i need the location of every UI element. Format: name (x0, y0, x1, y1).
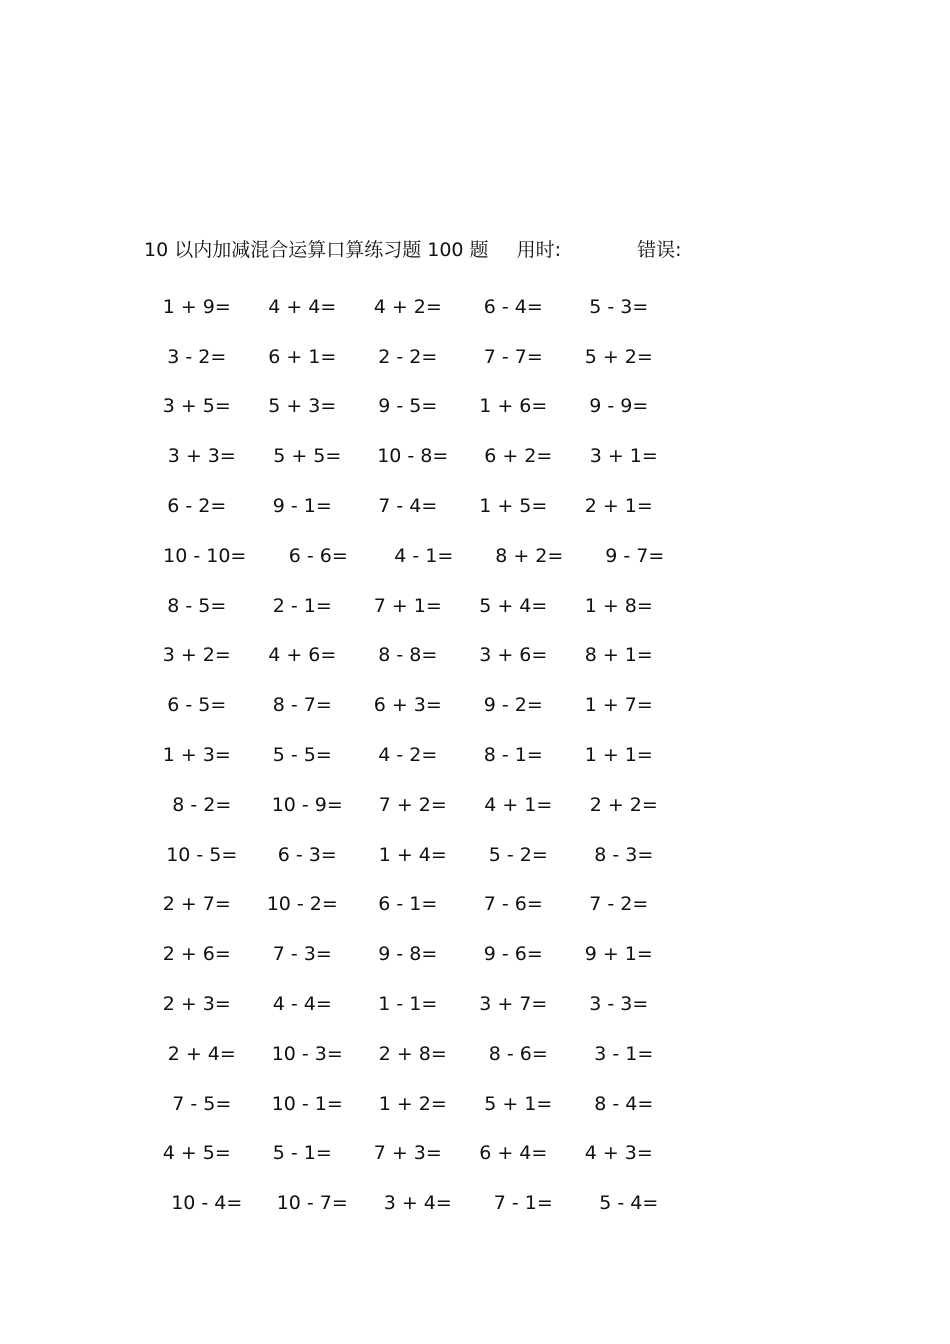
problem-row (144, 481, 704, 531)
problem-item: 4 - 1= (394, 544, 454, 567)
problem-item: 1 + 7= (584, 694, 653, 717)
problem-item: 10 - 10= (163, 544, 247, 567)
problem-item: 6 - 6= (288, 544, 348, 567)
problem-item: 5 + 5= (273, 445, 342, 468)
problem-item: 7 - 5= (172, 1092, 232, 1115)
problem-row (144, 631, 704, 681)
problem-row (144, 282, 704, 332)
problem-item: 3 - 3= (589, 993, 649, 1016)
problem-item: 8 + 1= (584, 644, 653, 667)
problem-item: 10 - 1= (271, 1092, 343, 1115)
problem-item: 2 + 1= (584, 495, 653, 518)
problem-item: 7 - 7= (483, 345, 543, 368)
problem-row (144, 730, 704, 780)
problem-item: 9 - 5= (378, 395, 438, 418)
problem-item: 4 + 4= (268, 295, 337, 318)
problem-row (144, 531, 704, 581)
problem-item: 9 - 2= (483, 694, 543, 717)
problem-item: 10 - 7= (276, 1192, 348, 1215)
problem-item: 5 + 1= (484, 1092, 553, 1115)
problem-item: 3 + 6= (479, 644, 548, 667)
problem-item: 2 + 8= (378, 1042, 447, 1065)
problem-item: 4 - 2= (378, 744, 438, 767)
problem-grid (144, 282, 704, 1228)
problem-item: 6 + 2= (484, 445, 553, 468)
problem-item: 5 - 5= (272, 744, 332, 767)
problem-item: 7 - 3= (272, 943, 332, 966)
problem-item: 2 + 7= (162, 893, 231, 916)
problem-item: 7 - 4= (378, 495, 438, 518)
problem-item: 2 - 1= (272, 594, 332, 617)
problem-item: 8 - 8= (378, 644, 438, 667)
problem-item: 3 - 1= (594, 1042, 654, 1065)
problem-item: 7 + 1= (373, 594, 442, 617)
problem-item: 8 - 7= (272, 694, 332, 717)
problem-item: 2 + 6= (162, 943, 231, 966)
problem-item: 5 + 3= (268, 395, 337, 418)
problem-item: 7 + 3= (373, 1142, 442, 1165)
problem-item: 1 - 1= (378, 993, 438, 1016)
problem-row (144, 1129, 704, 1179)
problem-item: 1 + 1= (584, 744, 653, 767)
problem-item: 3 + 3= (167, 445, 236, 468)
problem-row (144, 382, 704, 432)
problem-item: 1 + 6= (479, 395, 548, 418)
problem-item: 9 - 9= (589, 395, 649, 418)
problem-item: 5 - 1= (272, 1142, 332, 1165)
problem-item: 3 + 1= (589, 445, 658, 468)
problem-row (144, 979, 704, 1029)
problem-item: 5 - 2= (488, 843, 548, 866)
problem-item: 8 - 5= (167, 594, 227, 617)
problem-item: 7 + 2= (378, 793, 447, 816)
problem-row (144, 680, 704, 730)
problem-item: 8 - 2= (172, 793, 232, 816)
problem-item: 10 - 3= (271, 1042, 343, 1065)
problem-item: 1 + 9= (162, 295, 231, 318)
problem-item: 3 + 2= (162, 644, 231, 667)
problem-row (144, 431, 704, 481)
problem-item: 6 - 1= (378, 893, 438, 916)
problem-item: 1 + 3= (162, 744, 231, 767)
problem-item: 1 + 8= (584, 594, 653, 617)
problem-item: 5 - 4= (599, 1192, 659, 1215)
problem-item: 6 - 2= (167, 495, 227, 518)
problem-item: 10 - 9= (271, 793, 343, 816)
problem-item: 6 - 3= (277, 843, 337, 866)
problem-item: 4 + 2= (373, 295, 442, 318)
problem-item: 10 - 2= (266, 893, 338, 916)
problem-item: 8 - 3= (594, 843, 654, 866)
problem-item: 7 - 1= (493, 1192, 553, 1215)
problem-item: 10 - 5= (166, 843, 238, 866)
problem-row (144, 1178, 704, 1228)
problem-item: 9 + 1= (584, 943, 653, 966)
time-label: 用时: (516, 239, 562, 261)
problem-item: 3 - 2= (167, 345, 227, 368)
problem-item: 3 + 7= (479, 993, 548, 1016)
problem-item: 3 + 4= (383, 1192, 452, 1215)
problem-item: 2 + 2= (589, 793, 658, 816)
problem-item: 4 + 6= (268, 644, 337, 667)
problem-item: 4 + 5= (162, 1142, 231, 1165)
problem-item: 4 + 3= (584, 1142, 653, 1165)
problem-item: 5 + 4= (479, 594, 548, 617)
problem-row (144, 1029, 704, 1079)
problem-row (144, 929, 704, 979)
problem-item: 7 - 6= (483, 893, 543, 916)
problem-item: 9 - 1= (272, 495, 332, 518)
problem-row (144, 581, 704, 631)
problem-item: 6 + 1= (268, 345, 337, 368)
problem-item: 9 - 8= (378, 943, 438, 966)
problem-item: 6 - 5= (167, 694, 227, 717)
problem-item: 8 - 6= (488, 1042, 548, 1065)
problem-item: 6 - 4= (483, 295, 543, 318)
problem-item: 10 - 8= (377, 445, 449, 468)
problem-row (144, 1079, 704, 1129)
problem-item: 4 + 1= (484, 793, 553, 816)
problem-row (144, 332, 704, 382)
problem-item: 10 - 4= (171, 1192, 243, 1215)
problem-item: 1 + 2= (378, 1092, 447, 1115)
problem-row (144, 880, 704, 930)
problem-item: 3 + 5= (162, 395, 231, 418)
problem-row (144, 780, 704, 830)
errors-label: 错误: (637, 239, 682, 261)
problem-item: 8 - 1= (483, 744, 543, 767)
problem-row (144, 830, 704, 880)
problem-item: 6 + 4= (479, 1142, 548, 1165)
problem-item: 8 - 4= (594, 1092, 654, 1115)
problem-item: 2 + 4= (167, 1042, 236, 1065)
problem-item: 6 + 3= (373, 694, 442, 717)
worksheet-title: 10 以内加减混合运算口算练习题 100 题 (144, 239, 489, 261)
worksheet-header (144, 236, 681, 264)
problem-item: 1 + 4= (378, 843, 447, 866)
problem-item: 4 - 4= (272, 993, 332, 1016)
problem-item: 5 - 3= (589, 295, 649, 318)
problem-item: 2 - 2= (378, 345, 438, 368)
problem-item: 9 - 6= (483, 943, 543, 966)
problem-item: 5 + 2= (584, 345, 653, 368)
problem-item: 9 - 7= (605, 544, 665, 567)
problem-item: 7 - 2= (589, 893, 649, 916)
problem-item: 8 + 2= (495, 544, 564, 567)
problem-item: 1 + 5= (479, 495, 548, 518)
problem-item: 2 + 3= (162, 993, 231, 1016)
